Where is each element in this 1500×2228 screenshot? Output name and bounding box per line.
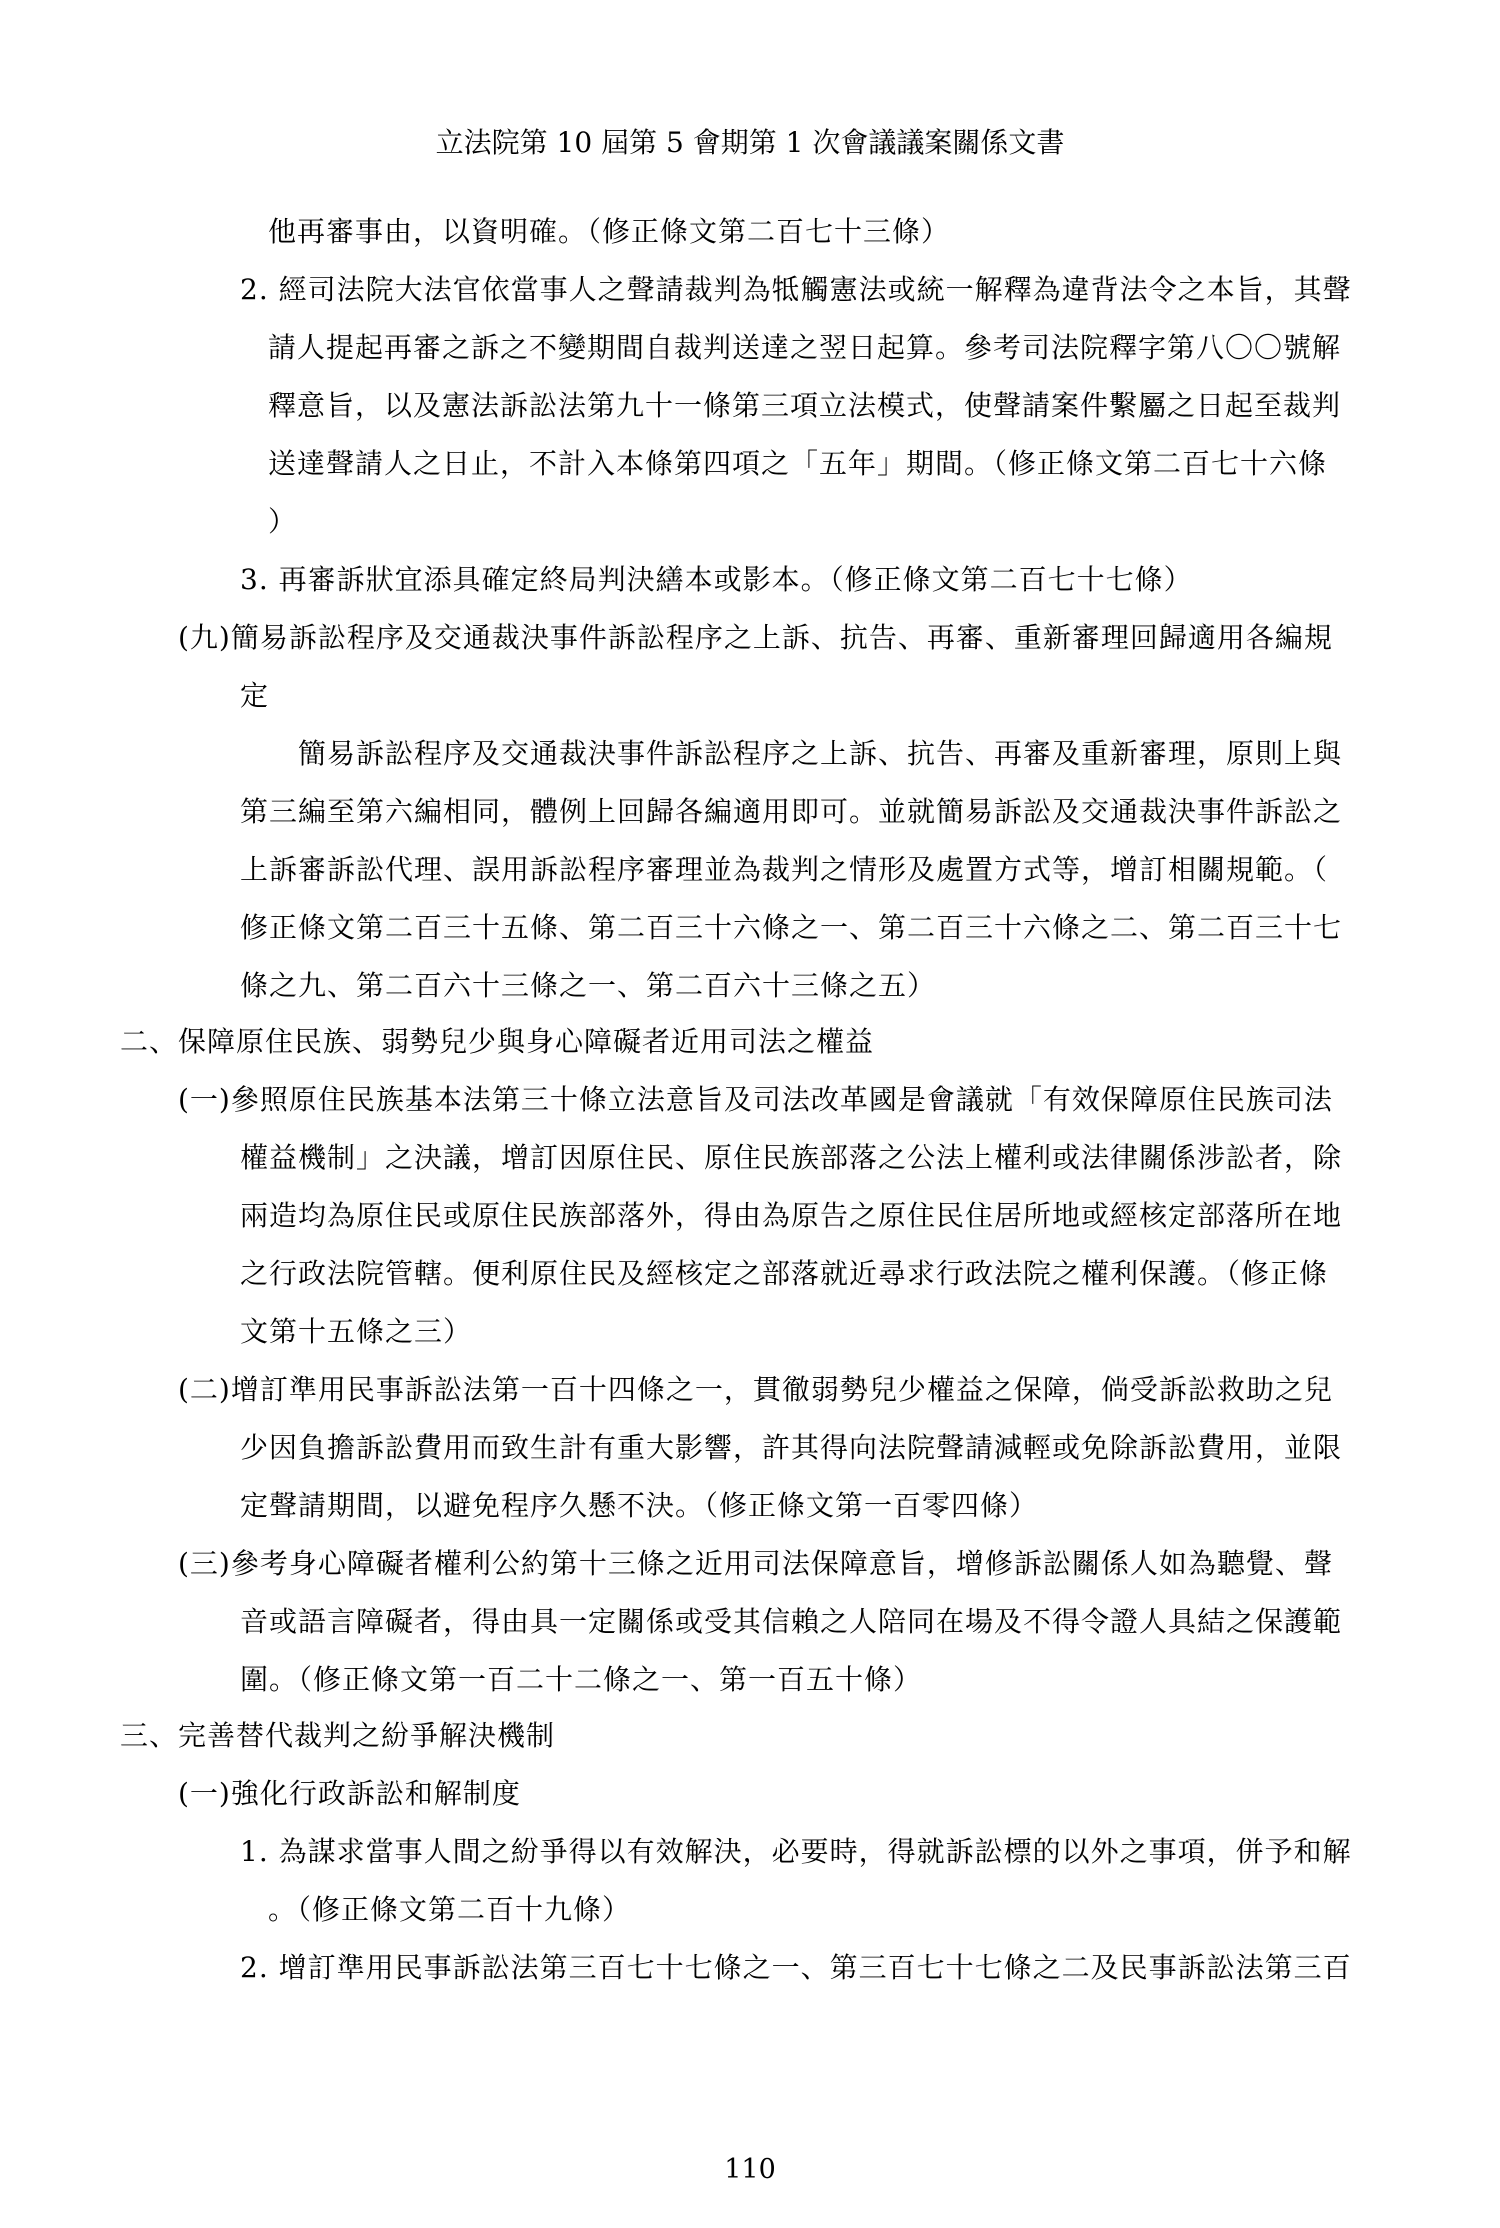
text-line: 修正條文第二百三十五條、第二百三十六條之一、第二百三十六條之二、第二百三十七 bbox=[240, 911, 1343, 944]
text-line: 三、完善替代裁判之紛爭解決機制 bbox=[120, 1719, 556, 1752]
text-line: ） bbox=[268, 505, 298, 538]
text-line: (九)簡易訴訟程序及交通裁決事件訴訟程序之上訴、抗告、再審、重新審理回歸適用各編規 bbox=[178, 621, 1333, 654]
text-line: 3. 再審訴狀宜添具確定終局判決繕本或影本。（修正條文第二百七十七條） bbox=[240, 563, 1193, 596]
text-line: 圍。（修正條文第一百二十二條之一、第一百五十條） bbox=[240, 1663, 923, 1696]
text-line: 送達聲請人之日止，不計入本條第四項之「五年」期間。（修正條文第二百七十六條 bbox=[268, 447, 1328, 480]
text-line: 。（修正條文第二百十九條） bbox=[268, 1893, 632, 1926]
text-line: 上訴審訴訟代理、誤用訴訟程序審理並為裁判之情形及處置方式等，增訂相關規範。（ bbox=[240, 853, 1329, 886]
text-line: 簡易訴訟程序及交通裁決事件訴訟程序之上訴、抗告、再審及重新審理，原則上與 bbox=[298, 737, 1343, 770]
text-line: 音或語言障礙者，得由具一定關係或受其信賴之人陪同在場及不得令證人具結之保護範 bbox=[240, 1605, 1343, 1638]
text-line: 他再審事由，以資明確。（修正條文第二百七十三條） bbox=[268, 215, 951, 248]
text-line: 之行政法院管轄。便利原住民及經核定之部落就近尋求行政法院之權利保護。（修正條 bbox=[240, 1257, 1329, 1290]
text-line: 少因負擔訴訟費用而致生計有重大影響，許其得向法院聲請減輕或免除訴訟費用，並限 bbox=[240, 1431, 1343, 1464]
text-line: (三)參考身心障礙者權利公約第十三條之近用司法保障意旨，增修訴訟關係人如為聽覺、聲 bbox=[178, 1547, 1333, 1580]
text-line: (二)增訂準用民事訴訟法第一百十四條之一，貫徹弱勢兒少權益之保障，倘受訴訟救助之兒 bbox=[178, 1373, 1333, 1406]
text-line: 2. 經司法院大法官依當事人之聲請裁判為牴觸憲法或統一解釋為違背法令之本旨，其聲 bbox=[240, 273, 1352, 306]
text-line: 第三編至第六編相同，體例上回歸各編適用即可。並就簡易訴訟及交通裁決事件訴訟之 bbox=[240, 795, 1343, 828]
text-line: 1. 為謀求當事人間之紛爭得以有效解決，必要時，得就訴訟標的以外之事項，併予和解 bbox=[240, 1835, 1352, 1868]
document-header: 立法院第 10 屆第 5 會期第 1 次會議議案關係文書 bbox=[435, 126, 1065, 159]
text-line: (一)強化行政訴訟和解制度 bbox=[178, 1777, 521, 1810]
text-line: 定聲請期間，以避免程序久懸不決。（修正條文第一百零四條） bbox=[240, 1489, 1039, 1522]
text-line: 條之九、第二百六十三條之一、第二百六十三條之五） bbox=[240, 969, 937, 1002]
text-line: 兩造均為原住民或原住民族部落外，得由為原告之原住民住居所地或經核定部落所在地 bbox=[240, 1199, 1343, 1232]
text-line: 2. 增訂準用民事訴訟法第三百七十七條之一、第三百七十七條之二及民事訴訟法第三百 bbox=[240, 1951, 1352, 1984]
text-line: 請人提起再審之訴之不變期間自裁判送達之翌日起算。參考司法院釋字第八〇〇號解 bbox=[268, 331, 1342, 364]
text-line: 二、保障原住民族、弱勢兒少與身心障礙者近用司法之權益 bbox=[120, 1025, 875, 1058]
text-line: 文第十五條之三） bbox=[240, 1315, 473, 1348]
text-line: 權益機制」之決議，增訂因原住民、原住民族部落之公法上權利或法律關係涉訟者，除 bbox=[240, 1141, 1343, 1174]
text-line: 定 bbox=[240, 679, 270, 712]
text-line: (一)參照原住民族基本法第三十條立法意旨及司法改革國是會議就「有效保障原住民族司法 bbox=[178, 1083, 1333, 1116]
text-line: 釋意旨，以及憲法訴訟法第九十一條第三項立法模式，使聲請案件繫屬之日起至裁判 bbox=[268, 389, 1342, 422]
page-number: 110 bbox=[724, 2154, 776, 2185]
